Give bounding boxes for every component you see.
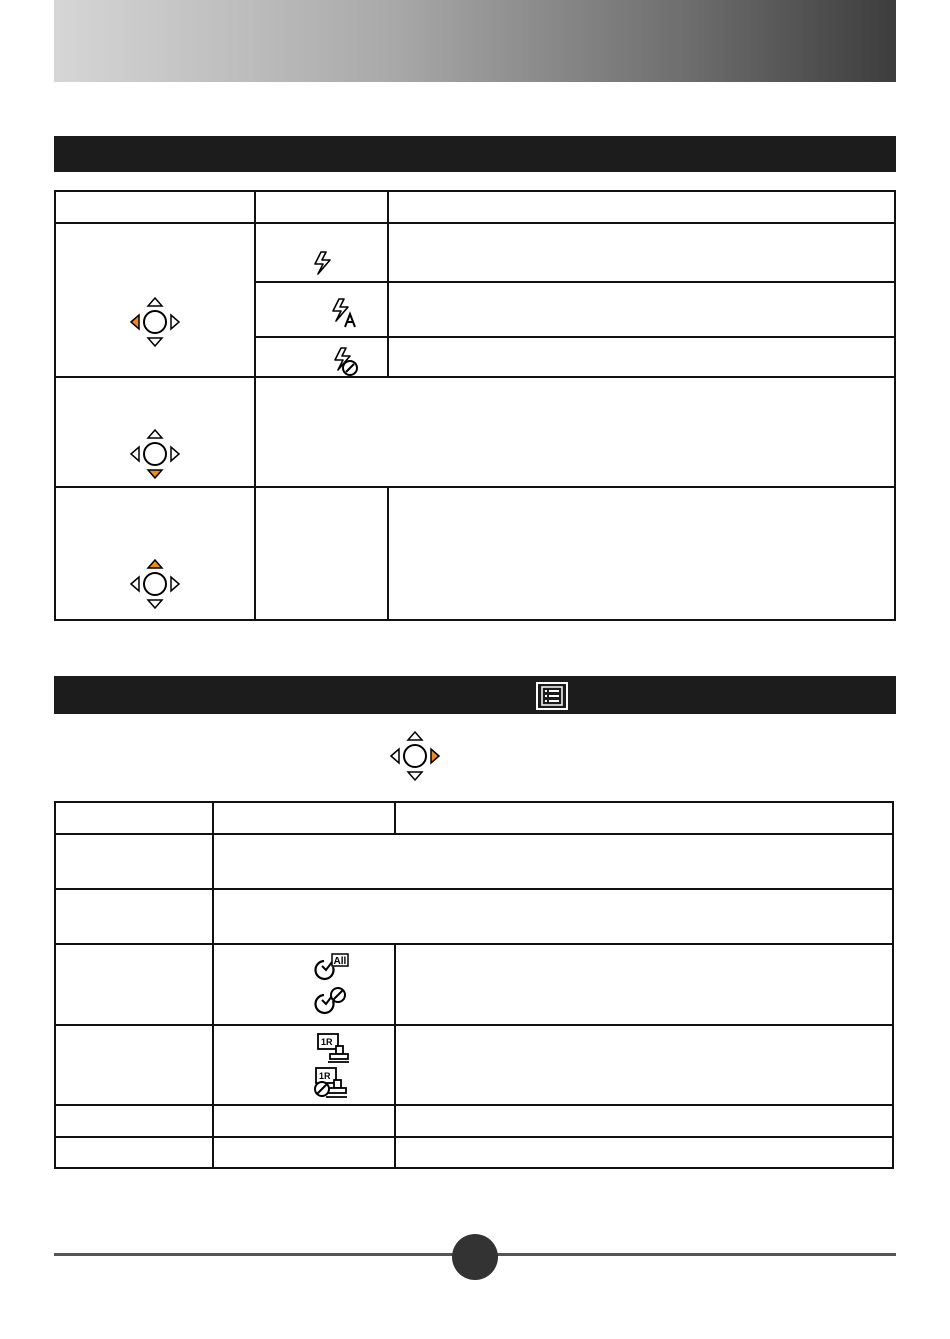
menu-list-icon (536, 682, 568, 710)
flash-option-forced (254, 222, 389, 283)
section1-title-bar (54, 136, 896, 172)
stamp-on-icon (316, 1032, 350, 1064)
header-bar (54, 0, 896, 82)
flash-option-auto (254, 281, 389, 338)
svg-text:1R: 1R (319, 1071, 331, 1081)
dpad-down-icon (129, 428, 181, 480)
svg-text:All: All (333, 956, 347, 967)
down-row-desc-cell (254, 376, 896, 488)
flash-forced-icon (312, 250, 334, 278)
down-row-label-cell (54, 376, 256, 488)
table2-row5-label (54, 1136, 214, 1169)
up-row-option-cell (254, 486, 389, 621)
table2-row0-label (54, 833, 214, 890)
svg-text:1R: 1R (321, 1037, 333, 1047)
up-row-desc-cell (387, 486, 896, 621)
flash-off-icon (332, 346, 360, 378)
flash-auto-icon (330, 297, 360, 331)
table2-row2-label (54, 943, 214, 1026)
table2-row5-desc (394, 1136, 894, 1169)
dpad-right-icon (389, 730, 441, 782)
effect-all-icon (314, 953, 350, 983)
table1-header-col2 (254, 190, 389, 224)
table2-header-col1 (54, 801, 214, 835)
table1-header-col3 (387, 190, 896, 224)
dpad-left-icon (129, 296, 181, 348)
section2-title-bar (54, 676, 896, 714)
flash-auto-desc-cell (387, 281, 896, 338)
effect-off-icon (314, 987, 350, 1017)
table2-row3-label (54, 1024, 214, 1106)
flash-option-off (254, 336, 389, 378)
up-row-label-cell (54, 486, 256, 621)
table2-row2-desc (394, 943, 894, 1026)
table2-row3-desc (394, 1024, 894, 1106)
table2-row4-option (212, 1104, 396, 1138)
table2-row0-desc (212, 833, 894, 890)
table2-row4-desc (394, 1104, 894, 1138)
table2-row2-options (212, 943, 396, 1026)
table2-row3-options (212, 1024, 396, 1106)
page-number-badge (452, 1234, 498, 1280)
stamp-off-icon (312, 1066, 348, 1100)
flash-label-cell (54, 222, 256, 378)
flash-off-desc-cell (387, 336, 896, 378)
dpad-up-icon (129, 558, 181, 610)
table2-row4-label (54, 1104, 214, 1138)
table2-row1-label (54, 888, 214, 945)
table2-header-col2 (212, 801, 396, 835)
table1-header-col1 (54, 190, 256, 224)
table2-header-col3 (394, 801, 894, 835)
table2-row5-option (212, 1136, 396, 1169)
flash-forced-desc-cell (387, 222, 896, 283)
table2-row1-desc (212, 888, 894, 945)
